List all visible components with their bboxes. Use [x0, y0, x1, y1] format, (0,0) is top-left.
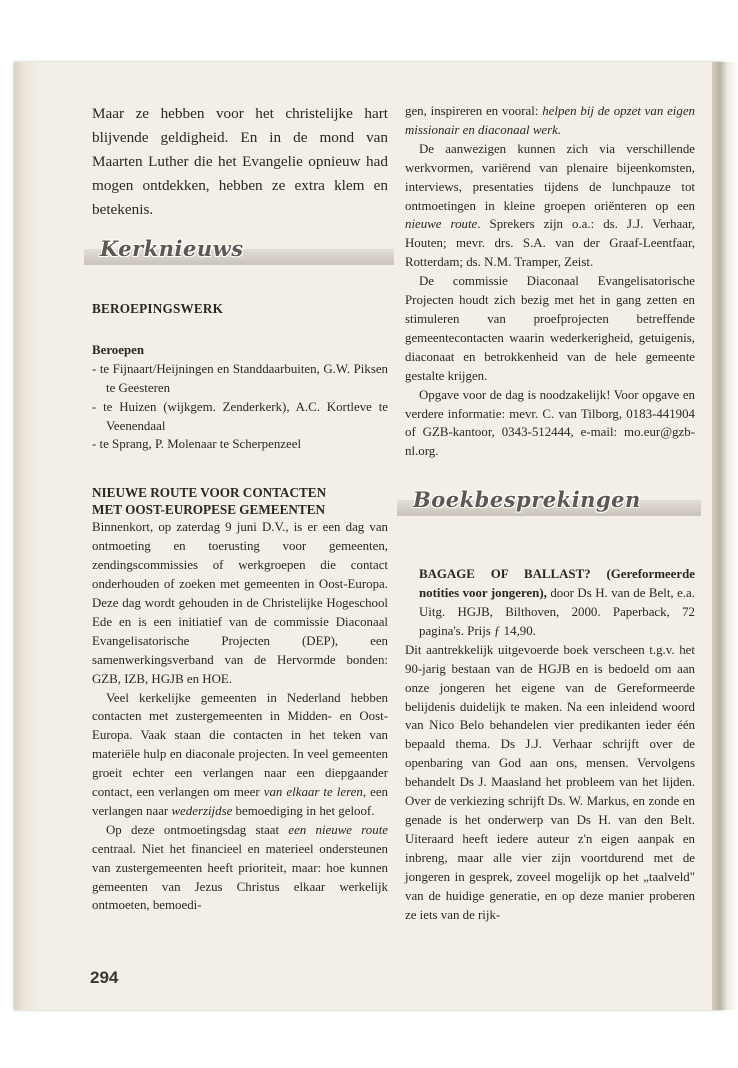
left-column: [92, 102, 388, 915]
emphasis-run: helpen bij de opzet van eigen missionair en diaconaal werk.: [405, 104, 695, 137]
text-run: . Sprekers zijn o.a.: ds. J.J. Verhaar, Houten; mevr. drs. S.A. van der Graaf-Leentfaar, Rotterdam; ds. N.M. Tramper, Zeist.: [405, 217, 695, 270]
boekbesprekingen-title: Boekbesprekingen: [413, 487, 641, 513]
continued-paragraph: [405, 102, 695, 140]
kerknieuws-banner: [84, 236, 388, 274]
news-paragraph-6: Opgave voor de dag is noodzakelijk! Voor opgave en verdere informatie: mevr. C. van Tilborg, 0183-441904 of GZB-kantoor, 0343-512444, e-mail: mo.eur@gzb-nl.org.: [405, 387, 695, 459]
news-heading-line-1: NIEUWE ROUTE VOOR CONTACTEN: [92, 485, 327, 501]
list-item: - te Sprang, P. Molenaar te Scherpenzeel: [92, 437, 302, 452]
emphasis-run: nieuwe route: [405, 217, 478, 232]
intro-paragraph: Maar ze hebben voor het christelijke hart blijvende geldigheid. En in de mond van Maarten Luther die het Evangelie opnieuw had mogen ontdekken, hebben ze extra klem en betekenis.: [92, 105, 388, 218]
book-title: BAGAGE OF BALLAST? (Gereformeerde notities voor jongeren),: [419, 567, 695, 601]
news-paragraph-4: [405, 140, 695, 272]
list-item: - te Fijnaart/Heijningen en Standdaarbuiten, G.W. Piksen te Geesteren: [92, 361, 388, 395]
emphasis-run: een nieuwe route: [288, 822, 388, 837]
calls-list: [92, 360, 388, 455]
news-heading-line-2: MET OOST-EUROPESE GEMEENTEN: [92, 502, 326, 518]
sub-heading-beroepen: Beroepen: [92, 342, 145, 357]
section-heading-beroepingswerk: BEROEPINGSWERK: [92, 301, 224, 316]
text-run: Op deze ontmoetingsdag staat: [106, 822, 289, 837]
page-spine-shadow: [14, 62, 42, 1010]
right-column: [405, 102, 695, 924]
news-paragraph-5: De commissie Diaconaal Evangelisatorische Projecten houdt zich bezig met het in gang zetten en stimuleren van proefprojecten betreffende gemeentecontacten waarin wederkerigheid, getuigenis, diaconaat en betrokkenheid van de hele gemeente gestalte krijgen.: [405, 274, 695, 383]
text-run: bemoediging in het geloof.: [232, 803, 375, 818]
text-run: , een verlangen naar: [92, 785, 388, 818]
news-paragraph-2: [92, 689, 388, 821]
news-paragraph-1: Binnenkort, op zaterdag 9 juni D.V., is er een dag van ontmoeting en toerusting voor gemeenten, zendingscommissies of werkgroepen die contact onderhouden of zoeken met gemeenten in Oost-Europa. Deze dag wordt gehouden in de Christelijke Hogeschool Ede en is een initiatief van de commissie Diaconaal Evangelisatorische Projecten (DEP), een samenwerkingsverband van de Hervormde bonden: GZB, IZB, HGJB en HOE.: [92, 520, 388, 686]
text-run: De aanwezigen kunnen zich via verschillende werkvormen, variërend van plenaire bijeenkomsten, interviews, presentaties tijdens de lunchpauze tot ontmoetingen in kleine groepen oriënteren op een: [405, 141, 695, 213]
emphasis-run: wederzijdse: [171, 803, 233, 818]
emphasis-run: van elkaar te leren: [263, 785, 363, 800]
boekbesprekingen-banner: [397, 487, 695, 525]
text-run: centraal. Niet het financieel en materieel ondersteunen van zustergemeenten heeft prioriteit, maar: hoe kunnen gemeenten van Jezus Christus elkaar werkelijk ontmoeten, bemoedi-: [92, 841, 388, 913]
text-run: Veel kerkelijke gemeenten in Nederland hebben contacten met zustergemeenten in Midden- en Oost-Europa. Vaak staan die contacten in het teken van materiële hulp en diaconale projecten. In veel gemeenten groeit echter een verlangen naar een diepgaander contact, een verlangen om meer: [92, 690, 388, 800]
book-meta: door Ds H. van de Belt, e.a. Uitg. HGJB, Bilthoven, 2000. Paperback, 72 pagina's. Prijs ƒ 14,90.: [419, 586, 695, 638]
page-number: 294: [90, 968, 119, 987]
page-right-edge: [712, 62, 738, 1010]
book-review-text: Dit aantrekkelijk uitgevoerde boek verscheen t.g.v. het 90-jarig bestaan van de HGJB en is bedoeld om aan onze jongeren het eigene van de Gereformeerde belijdenis duidelijk te maken. Na een inleidend woord van Nico Belo behandelen vier predikanten ieder één bepaald thema. Ds J.J. Verhaar schrijft over de openbaring van God aan ons, mensen. Vervolgens behandelt Ds J. Maasland het probleem van het lijden. Over de verkiezing schrijft Ds. W. Markus, en zonde en genade is het onderwerp van Ds H. van den Belt. Uiteraard heeft iedere auteur z'n eigen aanpak en inbreng, maar alle vier zijn voortdurend met de jongeren in gesprek, zoveel mogelijk op het „taalveld" van de huidige generatie, en op deze manier proberen ze iets van de rijk-: [405, 642, 695, 922]
kerknieuws-title: Kerknieuws: [100, 236, 244, 261]
book-review-heading: [405, 565, 695, 641]
list-item: - te Huizen (wijkgem. Zenderkerk), A.C. Kortleve te Veenendaal: [92, 399, 388, 433]
news-paragraph-3: [92, 821, 388, 916]
text-run: gen, inspireren en vooral:: [405, 104, 543, 118]
